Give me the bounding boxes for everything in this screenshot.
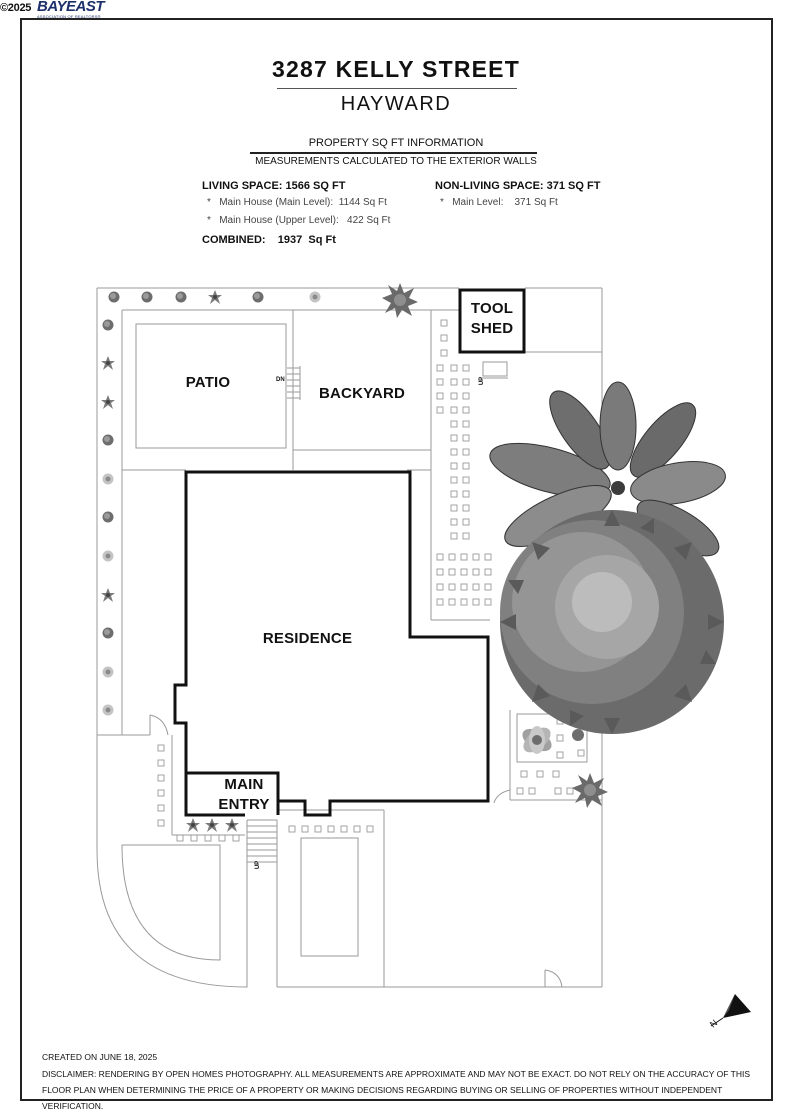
- room-patio-label: PATIO: [185, 374, 231, 391]
- bayeast-logo: BAYEAST: [37, 0, 105, 15]
- exterior-walls: [175, 290, 524, 815]
- room-backyard-label: BACKYARD: [318, 385, 406, 402]
- living-space-label: LIVING SPACE: 1566 SQ FT: [202, 180, 346, 192]
- non-living-space-label: NON-LIVING SPACE: 371 SQ FT: [435, 180, 601, 192]
- living-space-item: * Main House (Main Level): 1144 Sq Ft: [207, 197, 387, 208]
- sqft-info-title: PROPERTY SQ FT INFORMATION: [308, 137, 484, 149]
- disclaimer-text: DISCLAIMER: RENDERING BY OPEN HOMES PHOTOGRAPHY. ALL MEASUREMENTS ARE APPROXIMATE AND MAY NOT BE EXACT. DO NOT RELY ON THE ACCURACY OF THIS FLOOR PLAN WHEN DETERMINING THE PRICE OF A PROPERTY OR MAKING DECISIONS REGARDING BUYING OR SELLING OF PROPERTIES WITHOUT INDEPENDENT VERIFICATION.: [42, 1069, 751, 1111]
- combined-sqft: COMBINED: 1937 Sq Ft: [202, 234, 336, 246]
- stairs-up-label: UP: [255, 860, 262, 870]
- copyright-text: ©2025: [0, 2, 32, 14]
- non-living-space-item: * Main Level: 371 Sq Ft: [440, 197, 558, 208]
- sqft-info-subtitle: MEASUREMENTS CALCULATED TO THE EXTERIOR WALLS: [255, 156, 537, 167]
- stairs-up-label: UP: [479, 376, 486, 386]
- leafy-tree: [500, 510, 724, 734]
- bayeast-logo-tagline: ASSOCIATION OF REALTORS®: [37, 14, 101, 19]
- living-space-item: * Main House (Upper Level): 422 Sq Ft: [207, 215, 391, 226]
- main-entry-line-2: ENTRY: [218, 796, 270, 813]
- north-label: N: [707, 1017, 720, 1030]
- room-main-entry-label: [208, 775, 280, 815]
- tool-shed-line-2: SHED: [470, 320, 514, 337]
- property-city: HAYWARD: [340, 93, 452, 115]
- main-entry-line-1: MAIN: [224, 776, 264, 793]
- room-tool-shed-label: [460, 299, 524, 339]
- created-date: CREATED ON JUNE 18, 2025: [42, 1052, 158, 1062]
- stairs-down-label: DN: [276, 377, 285, 383]
- property-street: 3287 KELLY STREET: [272, 56, 520, 82]
- north-arrow-icon: [708, 994, 751, 1030]
- tool-shed-line-1: TOOL: [470, 300, 514, 317]
- room-residence-label: RESIDENCE: [262, 630, 353, 647]
